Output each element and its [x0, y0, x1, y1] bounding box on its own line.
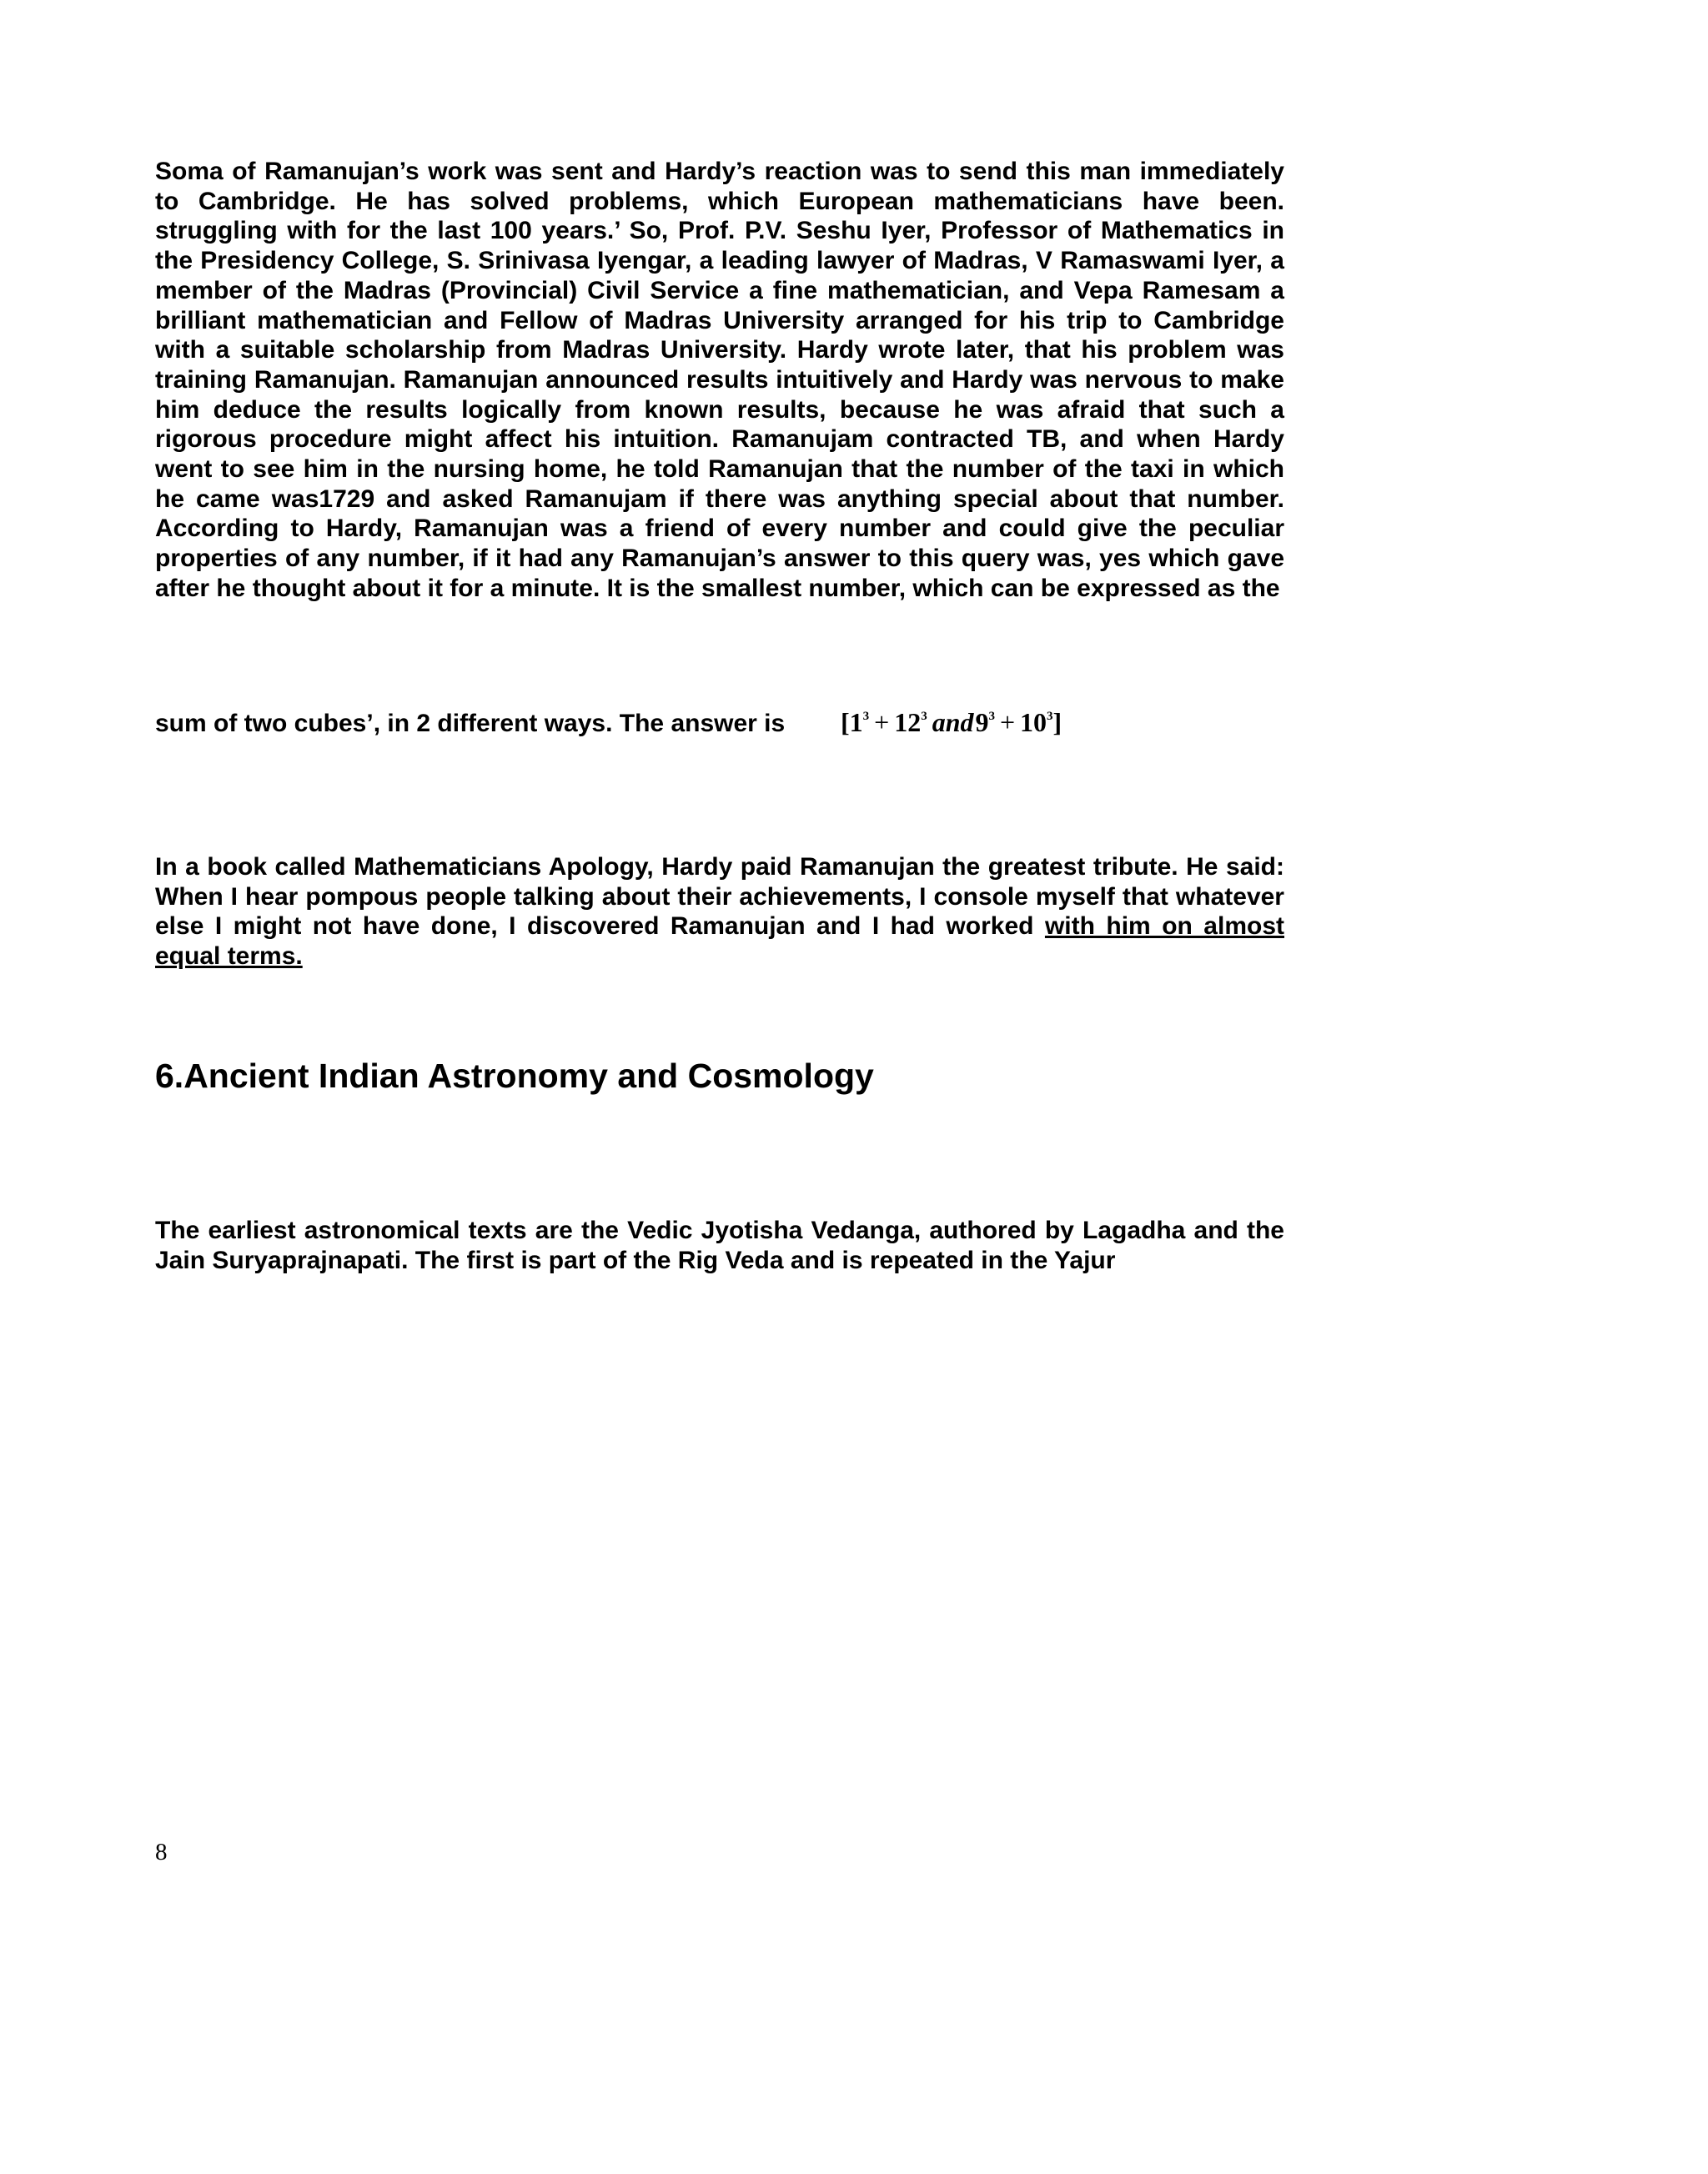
page-number: 8 [155, 1839, 168, 1865]
formula-base-12: 12 [894, 707, 922, 737]
paragraph-astronomical-texts: The earliest astronomical texts are the Vedic Jyotisha Vedanga, authored by Lagadha and the Jain Suryaprajnapati. The first is part of the Rig Veda and is repeated in the Yajur [155, 1217, 1284, 1274]
paragraph-hardy-tribute-underlined: with him on almost equal terms. [155, 912, 1284, 971]
formula-plus-2: + [1000, 707, 1016, 737]
formula-exponent-3: 3 [988, 710, 995, 723]
paragraph-hardy-tribute [155, 852, 1284, 972]
formula-exponent-2: 3 [921, 710, 927, 723]
paragraph-ramanujan-cambridge: Soma of Ramanujan’s work was sent and Hardy’s reaction was to send this man immediately to Cambridge. He has solved problems, which European mathematicians have been. struggling with for the last 100 years.’ So, Prof. P.V. Seshu Iyer, Professor of Mathematics in the Presidency College, S. Srinivasa Iyengar, a leading lawyer of Madras, V Ramaswami Iyer, a member of the Madras (Provincial) Civil Service a fine mathematician, and Vepa Ramesam a brilliant mathematician and Fellow of Madras University arranged for his trip to Cambridge with a suitable scholarship from Madras University. Hardy wrote later, that his problem was training Ramanujan. Ramanujan announced results intuitively and Hardy was nervous to make him deduce the results logically from known results, because he was afraid that such a rigorous procedure might affect his intuition. Ramanujam contracted TB, and when Hardy went to see him in the nursing home, he told Ramanujan that the number of the taxi in which he came was1729 and asked Ramanujam if there was anything special about that number. According to Hardy, Ramanujan was a friend of every number and could give the peculiar properties of any number, if it had any Ramanujan’s answer to this query was, yes which gave after he thought about it for a minute. It is the smallest number, which can be expressed as the [155, 158, 1284, 602]
formula-open-bracket: [ [841, 707, 850, 737]
taxicab-formula [841, 705, 1062, 739]
paragraph-hardy-tribute-text: In a book called Mathematicians Apology, Hardy paid Ramanujan the greatest tribute. He said: When I hear pompous people talking about their achievements, I console myself that whatever else I might not have done, I discovered Ramanujan and I had worked [155, 853, 1284, 941]
paragraph-sum-of-cubes: sum of two cubes’, in 2 different ways. The answer is [155, 710, 786, 737]
formula-exponent-4: 3 [1047, 710, 1053, 723]
section-heading: 6.Ancient Indian Astronomy and Cosmology [155, 1057, 874, 1095]
formula-base-10: 10 [1020, 707, 1047, 737]
formula-plus-1: + [874, 707, 890, 737]
formula-base-1: 1 [849, 707, 863, 737]
formula-and-word: and [932, 707, 974, 737]
formula-base-9: 9 [975, 707, 989, 737]
formula-exponent-1: 3 [862, 710, 870, 723]
formula-close-bracket: ] [1052, 707, 1062, 737]
